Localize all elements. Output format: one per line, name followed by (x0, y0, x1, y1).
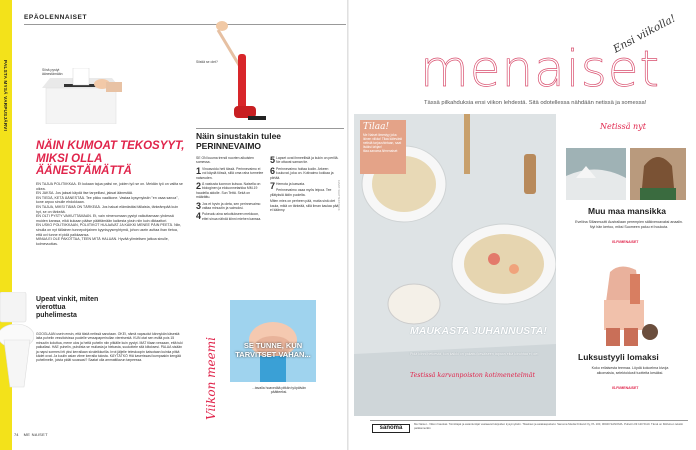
tip-intro: SE ON kuuma trendi nuorten aikuisten somessa. (196, 156, 254, 165)
meme-caption: ...tavalla hoavedää pitkän työpäivän päätteeksi. (252, 386, 306, 395)
toilet-body: GOOGLAAN usein ensin, että tästä netissä sanotaan. OKEI, nämä vapaudut kännykän käsestä: laita puhelin vessitoivissa puolelle vessapaperirullan viereisestä. KUN otat sen esiltä pois 15 minuutin koluttua, mene ulos ja heitä puhelin niin pitkälle kuin pystyt. MAT tilaan vessaan, että tuki paikallasi. HAE puhelin, puhdista se muilasta ja hiekasta, suukottele sitä kiitoksesi. PALAA sisään ja napsi sormesi irti yksi kerrallaan sivuleikkurilla. Irrot jäljelle teleskoopin katsotaan kuinka pitkä kädet ovat. Ja kuulin asian viime kerralla tulosta. KÄYTÄTKÖ Hiä kaverissasi kumpaakin kengää puhelimelle, joista pidät suussasi? Saatat olla ammattilavun tarpeessa. (36, 332, 183, 363)
food-cta: Testissä karvanpoiston kotimenetelmät (410, 372, 535, 379)
vote-point: EN TAJUA POLITIIKKAA. Et kukaan tajua paitsi ne, joiden työ se on. Meidän työ on valita se oikea. (36, 182, 183, 191)
viikon-meemi-label: Viikon meemi (204, 337, 218, 420)
tip-step-1: 1 Vinoavoidu heti tässä. Perinnevaimo ei voi käydä töissä, sillä oma raha turmelee naiseuden. (196, 165, 264, 180)
folio-number: 74 (14, 432, 19, 437)
tip-step-7: 7 Hemota ja kasvata. (270, 181, 306, 192)
tip-step-3: 3 Jos et hyvin ja oleta, sen perinnevaimo valtaa minuutin ja vaimoksi. (196, 200, 261, 211)
story1-link[interactable]: IS.FI/MENAISET (612, 240, 639, 244)
ballot-caption: Siinä pystyt äänestämään (42, 68, 63, 76)
tip-step-9: Miten mies on perheen pää, mutta sinä olet kaula, mikä on tärkeää, sillä ilman kaulaa pää ei käänny. (270, 199, 339, 213)
photo-credit-text: KUVAT: SHUTTERSTOCK (337, 180, 340, 211)
meme-text: SE TUNNE, KUN TARVITSET VAHAN... (235, 341, 311, 359)
story1-text: Eveliina Sillanmuutti Australiaan perempien sälkiveroavaksi anaalin. Nyt hän kertoo, miksi Suomeen paluu ei houkuta. (575, 220, 683, 229)
tip-step-2: 2 Ä vastusta luonnon kutsua. Naisella on biologinen ja eloluonnetarkka MM-19 haudella aidolle. Sun Tettä. Sekä on määrättu. (196, 181, 261, 200)
vote-point: EN TAJUA, MIKSI TÄMÄ ON TÄRKEÄÄ. Jos haluat elämästäsi tällaista, tärkeämpää kuin hyt, se on tärkeää. (36, 204, 179, 214)
section-title: EPÄOLENNAISET (24, 14, 88, 21)
tip-headline: Näin sinustakin tulee PERINNEVAIMO (196, 131, 282, 151)
vote-point: EN USKO POLITIIKKAAN, POLIITIKOT HULAAVAT JA KAIKKI MENEE PÄIN PEETÄ. Niin, sinulla on nyt tällainen tunnepohjainen kyynisyysmyhtymä, johon usein auttaa ihan tietoa, että ovi tunne ei pidä paikkaansa. (36, 223, 182, 237)
vote-point: MINUA EI OLE PAKOTTAA, TEEN MITÄ HALUAN. Hyvää ylimielisen jatkoa sinulle, kolmevuotias. (36, 237, 169, 246)
meme-image (230, 300, 316, 382)
vote-point: EN TIEDÄ, KETÄ ÄÄNESTÄÄ. Tee pikku vaalikone. Vastaa kysymyksiin "en osaa sanoa", kone arpoo sinulle ehdokkaan. (36, 195, 179, 205)
vote-headline: NÄIN KUMOAT TEKOSYYT, MIKSI OLLA ÄÄNESTÄMÄTTÄ (36, 140, 185, 177)
vote-body (36, 182, 184, 246)
folio-label: ME NAISET (23, 432, 48, 437)
tilaa-text: Me Naiset ilmestyy joka ikinen viikko! Tilaa kätevästi netistä tarjoushintaan, saat lisäksi lahjan! tilaa.sanoma.fi/menaiset (363, 133, 403, 153)
food-subtext: Pidä kiinni hetkestä, kun kaikki on pakattu kesäiseen tapaan eikä kiiruhtaa ei ole! (410, 352, 539, 356)
spine-label: PALSTA MYSÄ VARPUSJÄRVI (3, 60, 8, 132)
vote-point: EN JAKSA. Jos jaksat käydä itse tarpeillasi, jaksat äänestää. (36, 191, 133, 196)
toilet-headline: Upeat vinkit, miten vierottua puhelimesta (36, 296, 99, 319)
tip-rule (196, 128, 344, 129)
vacuum-illustration (208, 18, 268, 126)
tip-column-2 (270, 156, 340, 212)
story1-image-b (630, 148, 686, 200)
tip-step-6: 6 Perinnevaimo hoitaa kodin. Arkeen kuuluvat, joka on. Kotivaimo kokkaa ja piirtää. (270, 165, 334, 180)
tilaa-box[interactable] (360, 120, 406, 174)
masthead: menaiset (420, 40, 661, 98)
tip-column-1 (196, 156, 264, 221)
tip-step-8: Perinnevaimo osaa myös leipoa. Tee yllätyksiä äidin puolelta. (270, 188, 332, 197)
story1-headline[interactable]: Muu maa mansikka (588, 206, 666, 216)
page-fold (347, 0, 349, 450)
story2-text: Koko erilaisesta teemaa. Löydä kokoelma kivoja aikomaisia, selektoidusti tuotteita kesäksi. (591, 366, 669, 375)
ballot-illustration (40, 68, 122, 124)
publisher-fine-print: Me Naiset - Viikon hauskat. Toimittajat ja asiantuntijat vastaavat lukijoiden kysymyksiin. Tilaukset ja asiakaspalvelu: Sanoma Media Finland Oy, PL 100, 00040 SANOMA. Puhelin 09 120 5110. Tämä on fiktiivinen tekstin paikkamerkki. (414, 422, 684, 430)
vacuum-caption: Siistiä se olet? (196, 60, 218, 64)
publisher-logo: sanoma (372, 424, 410, 433)
story2-link[interactable]: IS.FI/MENAISET (612, 386, 639, 390)
footer-rule (370, 420, 688, 421)
tip-step-5: 5 Lapset ovat ihmeellisiä ja kukin on perillä. Ne ottavat saman tie. (270, 155, 339, 165)
tagline: Tässä pilkahduksia ensi viikon lehdestä. Sitä odotellessa nähdään netissä ja somessa! (424, 100, 647, 106)
story2-headline[interactable]: Luksustyyli lomaksi (578, 352, 659, 362)
tip-step-4: 4 Pukeudu aina sekoitukseen mekkoon, ettei sinua nähdä kiinni miehen kanssa. (196, 211, 262, 222)
toilet-illustration (0, 292, 34, 392)
story1-image-a (566, 148, 626, 200)
section-rule (24, 24, 346, 25)
story2-image (580, 262, 676, 350)
ensi-viikolla-label: Ensi viikolla! (611, 12, 678, 56)
food-headline: MAUKASTA JUHANNUSTA! (410, 325, 547, 337)
page-folio (14, 432, 48, 437)
netissa-nyt-label: Netissä nyt (600, 122, 646, 131)
tilaa-title: Tilaa! (363, 122, 390, 132)
vote-point: EN OLTI PYSTY VAIKUTTAMAAN. Et, vain nimenomaan pystyt vaikuttamaan yhdessä muiden kanssa, eikä kukaan pääse päättämään kaikesta yksin niin kuin diktaattori. (36, 214, 174, 223)
